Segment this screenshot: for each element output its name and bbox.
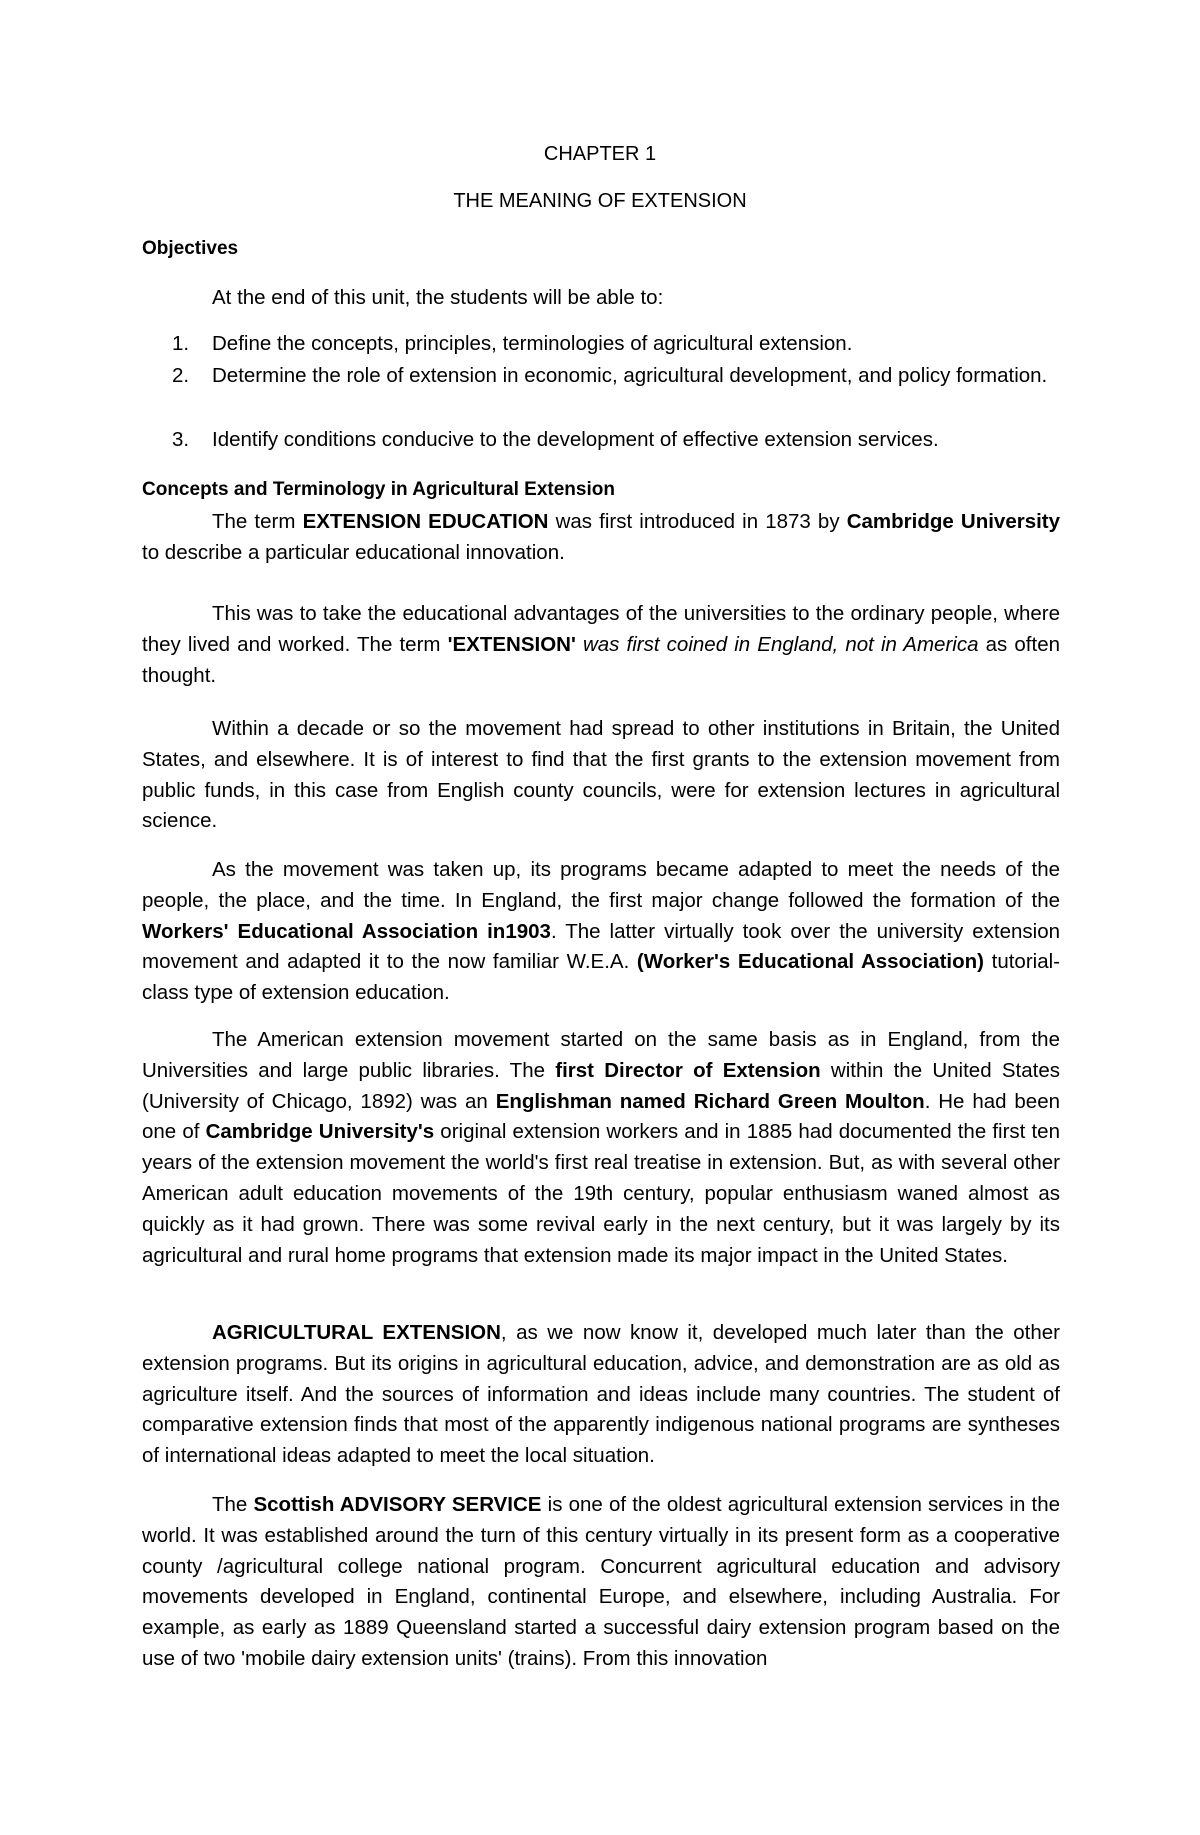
chapter-title: THE MEANING OF EXTENSION [453, 190, 747, 212]
objectives-intro: At the end of this unit, the students will be able to: [212, 286, 664, 309]
objectives-heading: Objectives [142, 238, 239, 259]
paragraph-5: The American extension movement started on the same basis as in England, from the Universities and large public libraries. The first Director of Extension within the United States (University of Chicago, 1892) was an Englishman named Richard Green Moulton. He had been one of Cambridge University's original extension workers and in 1885 had documented the first ten years of the extension movement the world's first real treatise in extension. But, as with several other American adult education movements of the 19th century, popular enthusiasm waned almost as quickly as it had grown. There was some revival early in the next century, but it was largely by its agricultural and rural home programs that extension made its major impact in the United States. [142, 1028, 1060, 1267]
objective-item [172, 328, 1060, 359]
paragraph-6: AGRICULTURAL EXTENSION, as we now know it, developed much later than the other extension programs. But its origins in agricultural education, advice, and demonstration are as old as agriculture itself. And the sources of information and ideas include many countries. The student of comparative extension finds that most of the apparently indigenous national programs are syntheses of international ideas adapted to meet the local situation. [142, 1321, 1060, 1468]
paragraph-2: This was to take the educational advantages of the universities to the ordinary people, where they lived and worked. The term 'EXTENSION' was first coined in England, not in America as often thought. [142, 602, 1060, 687]
objective-text: Determine the role of extension in economic, agricultural development, and policy formation. [212, 364, 1048, 387]
paragraph-3: Within a decade or so the movement had spread to other institutions in Britain, the United States, and elsewhere. It is of interest to find that the first grants to the extension movement from public funds, in this case from English county councils, were for extension lectures in agricultural science. [142, 717, 1060, 833]
objective-number: 3. [172, 428, 190, 451]
paragraph-1: The term EXTENSION EDUCATION was first introduced in 1873 by Cambridge University to describe a particular educational innovation. [142, 510, 1061, 564]
objective-text: Define the concepts, principles, terminologies of agricultural extension. [212, 332, 853, 355]
objective-text: Identify conditions conducive to the development of effective extension services. [212, 428, 939, 451]
chapter-number: CHAPTER 1 [543, 143, 657, 165]
objective-number: 2. [172, 364, 190, 387]
objective-item [172, 424, 1060, 455]
section-heading: Concepts and Terminology in Agricultural Extension [142, 479, 615, 500]
objective-item [172, 360, 1060, 391]
objective-number: 1. [172, 332, 190, 355]
paragraph-4: As the movement was taken up, its programs became adapted to meet the needs of the people, the place, and the time. In England, the first major change followed the formation of the Workers' Educational Association in1903. The latter virtually took over the university extension movement and adapted it to the now familiar W.E.A. (Worker's Educational Association) tutorial-class type of extension education. [142, 858, 1060, 1005]
paragraph-7: The Scottish ADVISORY SERVICE is one of the oldest agricultural extension services in the world. It was established around the turn of this century virtually in its present form as a cooperative county /agricultural college national program. Concurrent agricultural education and advisory movements developed in England, continental Europe, and elsewhere, including Australia. For example, as early as 1889 Queensland started a successful dairy extension program based on the use of two 'mobile dairy extension units' (trains). From this innovation [142, 1493, 1060, 1670]
